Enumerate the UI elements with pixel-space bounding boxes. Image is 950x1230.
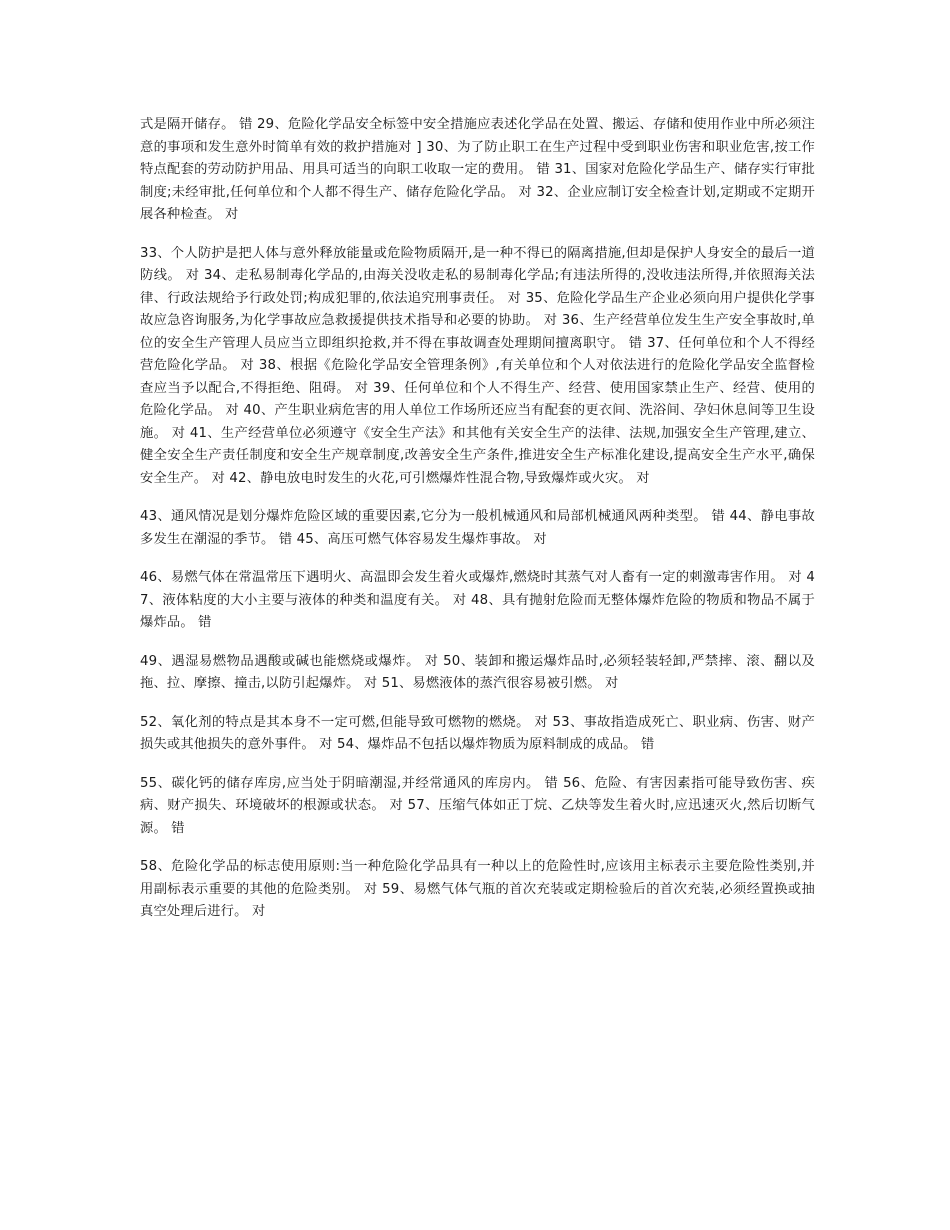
paragraph-5: 49、遇湿易燃物品遇酸或碱也能燃烧或爆炸。 对 50、装卸和搬运爆炸品时,必须轻装轻卸,严禁摔、滚、翻以及拖、拉、摩擦、撞击,以防引起爆炸。 对 51、易燃液体的蒸汽很容易被引燃。 对 [140,653,815,691]
paragraph-1: 式是隔开储存。 错 29、危险化学品安全标签中安全措施应表述化学品在处置、搬运、存储和使用作业中所必须注意的事项和发生意外时简单有效的救护措施对 ] 30、为了防止职工在生产过程中受到职业伤害和职业危害,按工作特点配套的劳动防护用品、用具可适当的向职工收取一定的费用。 错 31、国家对危险化学品生产、储存实行审批制度;未经审批,任何单位和个人都不得生产、储存危险化学品。 对 32、企业应制订安全检查计划,定期或不定期开展各种检查。 对 [140,117,815,222]
document-page [140,114,815,940]
paragraph-2: 33、个人防护是把人体与意外释放能量或危险物质隔开,是一种不得已的隔离措施,但却是保护人身安全的最后一道防线。 对 34、走私易制毒化学品的,由海关没收走私的易制毒化学品;有违法所得的,没收违法所得,并依照海关法律、行政法规给予行政处罚;构成犯罪的,依法追究刑事责任。 对 35、危险化学品生产企业必须向用户提供化学事故应急咨询服务,为化学事故应急救援提供技术指导和必要的协助。 对 36、生产经营单位发生生产安全事故时,单位的安全生产管理人员应当立即组织抢救,并不得在事故调查处理期间擅离职守。 错 37、任何单位和个人不得经营危险化学品。 对 38、根据《危险化学品安全管理条例》,有关单位和个人对依法进行的危险化学品安全监督检查应当予以配合,不得拒绝、阻碍。 对 39、任何单位和个人不得生产、经营、使用国家禁止生产、经营、使用的危险化学品。 对 40、产生职业病危害的用人单位工作场所还应当有配套的更衣间、洗浴间、孕妇休息间等卫生设施。 对 41、生产经营单位必须遵守《安全生产法》和其他有关安全生产的法律、法规,加强安全生产管理,建立、健全安全生产责任制度和安全生产规章制度,改善安全生产条件,推进安全生产标准化建设,提高安全生产水平,确保安全生产。 对 42、静电放电时发生的火花,可引燃爆炸性混合物,导致爆炸或火灾。 对 [140,245,815,486]
paragraph-3: 43、通风情况是划分爆炸危险区域的重要因素,它分为一般机械通风和局部机械通风两种类型。 错 44、静电事故多发生在潮湿的季节。 错 45、高压可燃气体容易发生爆炸事故。 对 [140,509,815,547]
paragraph-4: 46、易燃气体在常温常压下遇明火、高温即会发生着火或爆炸,燃烧时其蒸气对人畜有一定的刺激毒害作用。 对 47、液体粘度的大小主要与液体的种类和温度有关。 对 48、具有抛射危险而无整体爆炸危险的物质和物品不属于爆炸品。 错 [140,570,815,630]
paragraph-8: 58、危险化学品的标志使用原则:当一种危险化学品具有一种以上的危险性时,应该用主标表示主要危险性类别,并用副标表示重要的其他的危险类别。 对 59、易燃气体气瓶的首次充装或定期检验后的首次充装,必须经置换或抽真空处理后进行。 对 [140,859,815,919]
paragraph-6: 52、氧化剂的特点是其本身不一定可燃,但能导致可燃物的燃烧。 对 53、事故指造成死亡、职业病、伤害、财产损失或其他损失的意外事件。 对 54、爆炸品不包括以爆炸物质为原料制成的成品。 错 [140,714,815,752]
paragraph-7: 55、碳化钙的储存库房,应当处于阴暗潮湿,并经常通风的库房内。 错 56、危险、有害因素指可能导致伤害、疾病、财产损失、环境破坏的根源或状态。 对 57、压缩气体如正丁烷、乙炔等发生着火时,应迅速灭火,然后切断气源。 错 [140,775,815,836]
